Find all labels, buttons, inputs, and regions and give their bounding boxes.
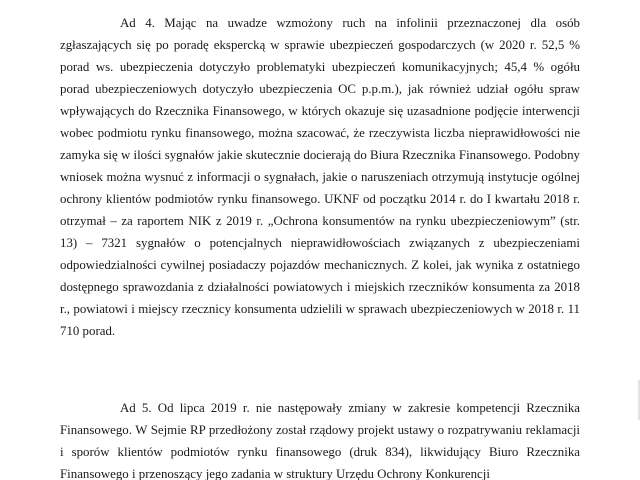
paragraph-ad-4: Ad 4. Mając na uwadze wzmożony ruch na infolinii przeznaczonej dla osób zgłaszających się po poradę ekspercką w sprawie ubezpieczeń gospodarczych (w 2020 r. 52,5 % porad ws. ubezpieczenia dotyczyło problematyki ubezpieczeń komunikacyjnych; 45,4 % ogółu porad ubezpieczeniowych dotyczyło ubezpieczenia OC p.p.m.), jak również udział ogółu spraw wpływających do Rzecznika Finansowego, w których okazuje się uzasadnione podjęcie interwencji wobec podmiotu rynku finansowego, można szacować, że rzeczywista liczba nieprawidłowości nie zamyka się w ilości sygnałów jakie skutecznie docierają do Biura Rzecznika Finansowego. Podobny wniosek można wysnuć z informacji o sygnałach, jakie o naruszeniach otrzymują instytucje ogólnej ochrony klientów podmiotów rynku finansowego. UKNF od początku 2014 r. do I kwartału 2018 r. otrzymał – za raportem NIK z 2019 r. „Ochrona konsumentów na rynku ubezpieczeniowym” (str. 13) – 7321 sygnałów o potencjalnych nieprawidłowościach związanych z ubezpieczeniami odpowiedzialności cywilnej posiadaczy pojazdów mechanicznych. Z kolei, jak wynika z ostatniego dostępnego sprawozdania z działalności powiatowych i miejskich rzeczników konsumenta za 2018 r., powiatowi i miejscy rzecznicy konsumenta udzielili w sprawach ubezpieczeniowych w 2018 r. 11 710 porad. [60,16,580,338]
paragraph-ad-5: Ad 5. Od lipca 2019 r. nie następowały zmiany w zakresie kompetencji Rzecznika Finansowego. W Sejmie RP przedłożony został rządowy projekt ustawy o rozpatrywaniu reklamacji i sporów klientów podmiotów rynku finansowego (druk 834), likwidujący Biuro Rzecznika Finansowego i przenoszący jego zadania w struktury Urzędu Ochrony Konkurencji [60,401,580,480]
